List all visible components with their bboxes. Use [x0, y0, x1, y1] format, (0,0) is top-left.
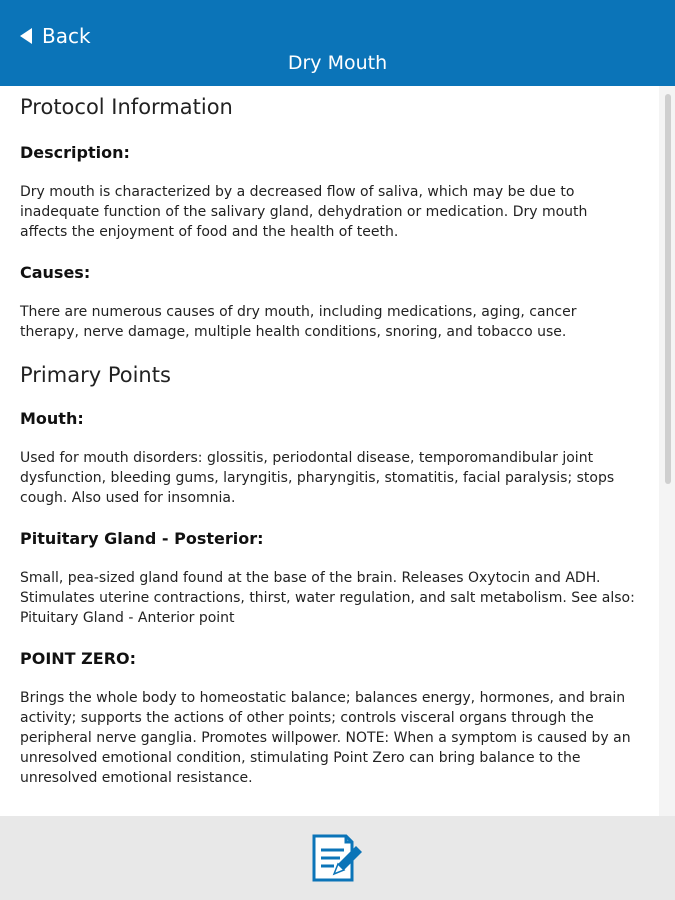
description-heading: Description:: [20, 143, 130, 162]
causes-heading: Causes:: [20, 263, 91, 282]
description-text: Dry mouth is characterized by a decreased flow of saliva, which may be due to inadequate function of the salivary gland, dehydration or medication. Dry mouth affects the enjoyment of food and the health of teeth.: [20, 184, 588, 240]
page-title: Dry Mouth: [287, 52, 388, 74]
notes-button[interactable]: [308, 830, 368, 888]
point-heading-point-zero: POINT ZERO:: [20, 649, 137, 668]
point-heading-pituitary: Pituitary Gland - Posterior:: [20, 529, 264, 548]
protocol-info-title: Protocol Information: [20, 95, 233, 119]
causes-text: There are numerous causes of dry mouth, including medications, aging, cancer therapy, nerve damage, multiple health conditions, snoring, and tobacco use.: [20, 304, 577, 340]
back-button[interactable]: [20, 24, 91, 48]
point-text-pituitary: Small, pea-sized gland found at the base of the brain. Releases Oxytocin and ADH. Stimulates uterine contractions, thirst, water regulation, and salt metabolism. See also: Pituitary Gland - Anterior point: [20, 570, 635, 626]
primary-points-title: Primary Points: [20, 363, 171, 387]
back-label: Back: [42, 24, 91, 48]
back-arrow-icon: [20, 28, 32, 44]
point-text-mouth: Used for mouth disorders: glossitis, periodontal disease, temporomandibular joint dysfunction, bleeding gums, laryngitis, pharyngitis, stomatitis, facial paralysis; stops cough. Also used for insomnia.: [20, 450, 615, 506]
bottom-toolbar: [0, 816, 675, 900]
edit-notes-icon: [308, 830, 368, 888]
scrollbar-thumb[interactable]: [665, 94, 671, 484]
top-bar: [0, 0, 675, 86]
point-heading-mouth: Mouth:: [20, 409, 84, 428]
protocol-content[interactable]: [0, 86, 659, 816]
point-text-point-zero: Brings the whole body to homeostatic balance; balances energy, hormones, and brain activity; supports the actions of other points; controls visceral organs through the peripheral nerve ganglia. Promotes willpower. NOTE: When a symptom is caused by an unresolved emotional condition, stimulating Point Zero can bring balance to the unresolved emotional resistance.: [20, 690, 631, 786]
